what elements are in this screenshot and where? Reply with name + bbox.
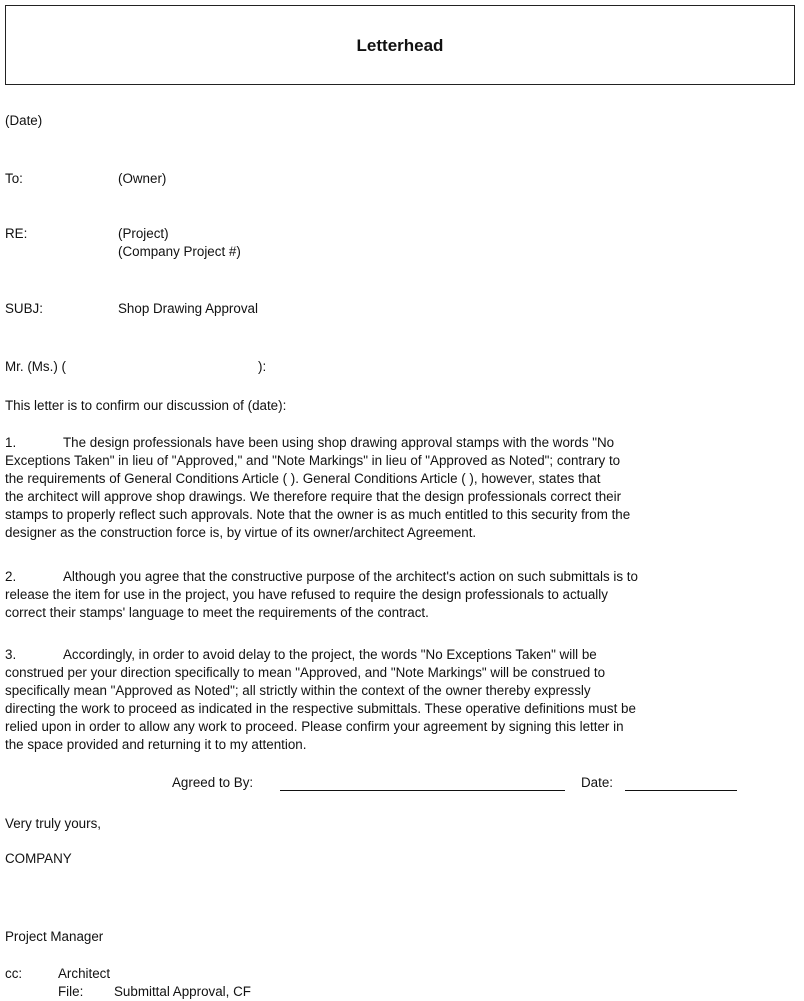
cc-recipient: Architect: [58, 966, 111, 981]
re-project: (Project): [118, 226, 169, 241]
paragraph-line: the architect will approve shop drawings. We therefore require that the design professionals correct their: [5, 489, 622, 504]
letterhead-box: [5, 5, 795, 85]
file-value: Submittal Approval, CF: [114, 984, 251, 999]
letterhead-title: Letterhead: [356, 36, 444, 55]
paragraph-number: 2.: [5, 569, 17, 584]
company-name: COMPANY: [5, 851, 72, 866]
paragraph-line: specifically mean "Approved as Noted"; all strictly within the context of the owner thereby expressly: [5, 683, 591, 698]
re-label: RE:: [5, 226, 28, 241]
agreed-label: Agreed to By:: [172, 775, 254, 790]
paragraph-line: construed per your direction specifically to mean "Approved, and "Note Markings" will be construed to: [5, 665, 606, 680]
date-label: Date:: [581, 775, 614, 790]
paragraph-line: directing the work to proceed as indicated in the respective submittals. These operative definitions must be: [5, 701, 636, 716]
paragraph-line: release the item for use in the project, you have refused to require the design professionals to actually: [5, 587, 608, 602]
paragraph-line: designer as the construction force is, by virtue of its owner/architect Agreement.: [5, 525, 477, 540]
salutation-suffix: ):: [258, 359, 267, 374]
paragraph-line: relied upon in order to allow any work to proceed. Please confirm your agreement by signing this letter in: [5, 719, 624, 734]
date-signature-line[interactable]: [625, 776, 737, 791]
paragraph-line: Exceptions Taken" in lieu of "Approved," and "Note Markings" in lieu of "Approved as Noted"; contrary to: [5, 453, 621, 468]
re-company-project: (Company Project #): [118, 244, 241, 259]
date-line: (Date): [5, 113, 43, 128]
paragraph-line: correct their stamps' language to meet the requirements of the contract.: [5, 605, 429, 620]
paragraph-line: Accordingly, in order to avoid delay to the project, the words "No Exceptions Taken" will be: [63, 647, 597, 662]
paragraph-1: [5, 434, 795, 542]
file-label: File:: [58, 984, 84, 999]
agreed-signature-line[interactable]: [280, 776, 565, 791]
to-label: To:: [5, 171, 23, 186]
paragraph-line: The design professionals have been using shop drawing approval stamps with the words "No: [63, 435, 615, 450]
paragraph-line: Although you agree that the constructive purpose of the architect's action on such submittals is to: [63, 569, 638, 584]
intro-line: This letter is to confirm our discussion of (date):: [5, 398, 287, 413]
paragraph-line: the space provided and returning it to my attention.: [5, 737, 307, 752]
signature-title: Project Manager: [5, 929, 104, 944]
paragraph-2: [5, 568, 795, 622]
paragraph-line: the requirements of General Conditions Article ( ). General Conditions Article ( ), however, states that: [5, 471, 601, 486]
to-value: (Owner): [118, 171, 167, 186]
paragraph-3: [5, 646, 795, 754]
cc-label: cc:: [5, 966, 23, 981]
paragraph-number: 1.: [5, 435, 17, 450]
paragraph-line: stamps to properly reflect such approvals. Note that the owner is as much entitled to this security from the: [5, 507, 631, 522]
subj-label: SUBJ:: [5, 301, 43, 316]
subj-value: Shop Drawing Approval: [118, 301, 258, 316]
salutation-prefix: Mr. (Ms.) (: [5, 359, 66, 374]
closing: Very truly yours,: [5, 816, 101, 831]
paragraph-number: 3.: [5, 647, 17, 662]
